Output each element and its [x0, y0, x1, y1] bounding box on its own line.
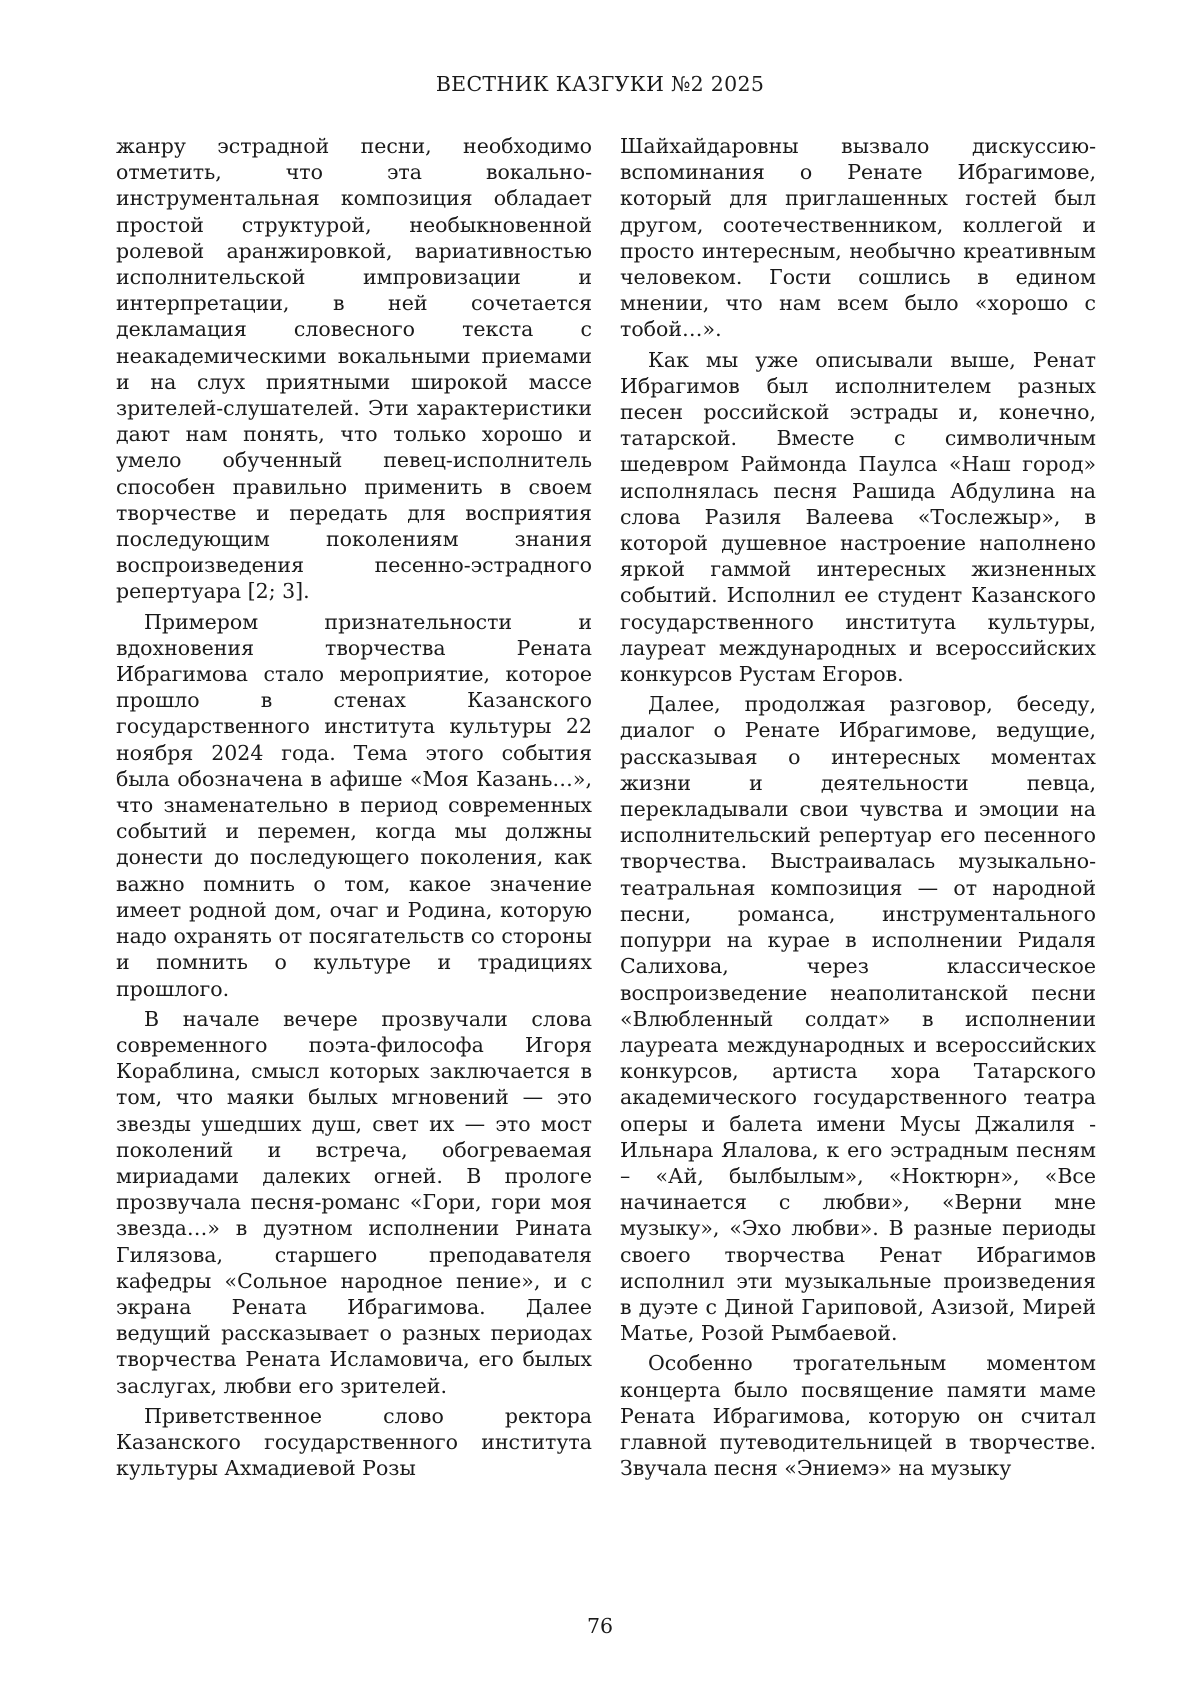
page-number: 76: [586, 1614, 614, 1638]
right-column: [620, 133, 1096, 1481]
running-header: ВЕСТНИК КАЗГУКИ №2 2025: [435, 72, 765, 96]
paragraph: Примером признательности и вдохновения творчества Рената Ибрагимова стало мероприятие, которое прошло в стенах Казанского государственного института культуры 22 ноября 2024 года. Тема этого события была обозначена в афише «Моя Казань…», что знаменательно в период современных событий и перемен, когда мы должны донести до последующего поколения, как важно помнить о том, какое значение имеет родной дом, очаг и Родина, которую надо охранять от посягательств со стороны и помнить о культуре и традициях прошлого.: [116, 609, 592, 1001]
paragraph: Как мы уже описывали выше, Ренат Ибрагимов был исполнителем разных песен российской эстрады и, конечно, татарской. Вместе с символичным шедевром Раймонда Паулса «Наш город» исполнялась песня Рашида Абдулина на слова Разиля Валеева «Тослежыр», в которой душевное настроение наполнено яркой гаммой интересных жизненных событий. Исполнил ее студент Казанского государственного института культуры, лауреат международных и всероссийских конкурсов Рустам Егоров.: [620, 347, 1096, 687]
left-column: [116, 133, 592, 1481]
paragraph-continued: Шайхайдаровны вызвало дискуссию-вспоминания о Ренате Ибрагимове, который для приглашенных гостей был другом, соотечественником, коллегой и просто интересным, необычно креативным человеком. Гости сошлись в едином мнении, что нам всем было «хорошо с тобой…».: [620, 134, 1096, 342]
paragraph: Приветственное слово ректора Казанского государственного института культуры Ахмадиевой Розы: [116, 1403, 592, 1481]
paragraph: В начале вечере прозвучали слова современного поэта-философа Игоря Кораблина, смысл которых заключается в том, что маяки былых мгновений — это звезды ушедших душ, свет их — это мост поколений и встреча, обогреваемая мириадами далеких огней. В прологе прозвучала песня-романс «Гори, гори моя звезда…» в дуэтном исполнении Рината Гилязова, старшего преподавателя кафедры «Сольное народное пение», и с экрана Рената Ибрагимова. Далее ведущий рассказывает о разных периодах творчества Рената Исламовича, его былых заслугах, любви его зрителей.: [116, 1006, 592, 1398]
paragraph: Особенно трогательным моментом концерта было посвящение памяти маме Рената Ибрагимова, которую он считал главной путеводительницей в творчестве. Звучала песня «Эниемэ» на музыку: [620, 1351, 1096, 1481]
paragraph: Далее, продолжая разговор, беседу, диалог о Ренате Ибрагимове, ведущие, рассказывая о интересных моментах жизни и деятельности певца, перекладывали свои чувства и эмоции на исполнительский репертуар его песенного творчества. Выстраивалась музыкально-театральная композиция — от народной песни, романса, инструментального попурри на курае в исполнении Ридаля Салихова, через классическое воспроизведение неаполитанской песни «Влюбленный солдат» в исполнении лауреата международных и всероссийских конкурсов, артиста хора Татарского академического государственного театра оперы и балета имени Мусы Джалиля - Ильнара Ялалова, к его эстрадным песням – «Ай, былбылым», «Ноктюрн», «Все начинается с любви», «Верни мне музыку», «Эхо любви». В разные периоды своего творчества Ренат Ибрагимов исполнил эти музыкальные произведения в дуэте с Диной Гариповой, Азизой, Мирей Матье, Розой Рымбаевой.: [620, 692, 1096, 1346]
paragraph-continued: жанру эстрадной песни, необходимо отметить, что эта вокально-инструментальная композиция обладает простой структурой, необыкновенной ролевой аранжировкой, вариативностью исполнительской импровизации и интерпретации, в ней сочетается декламация словесного текста с неакадемическими вокальными приемами и на слух приятными широкой массе зрителей-слушателей. Эти характеристики дают нам понять, что только хорошо и умело обученный певец-исполнитель способен правильно применить в своем творчестве и передать для восприятия последующим поколениям знания воспроизведения песенно-эстрадного репертуара [2; 3].: [116, 134, 592, 604]
